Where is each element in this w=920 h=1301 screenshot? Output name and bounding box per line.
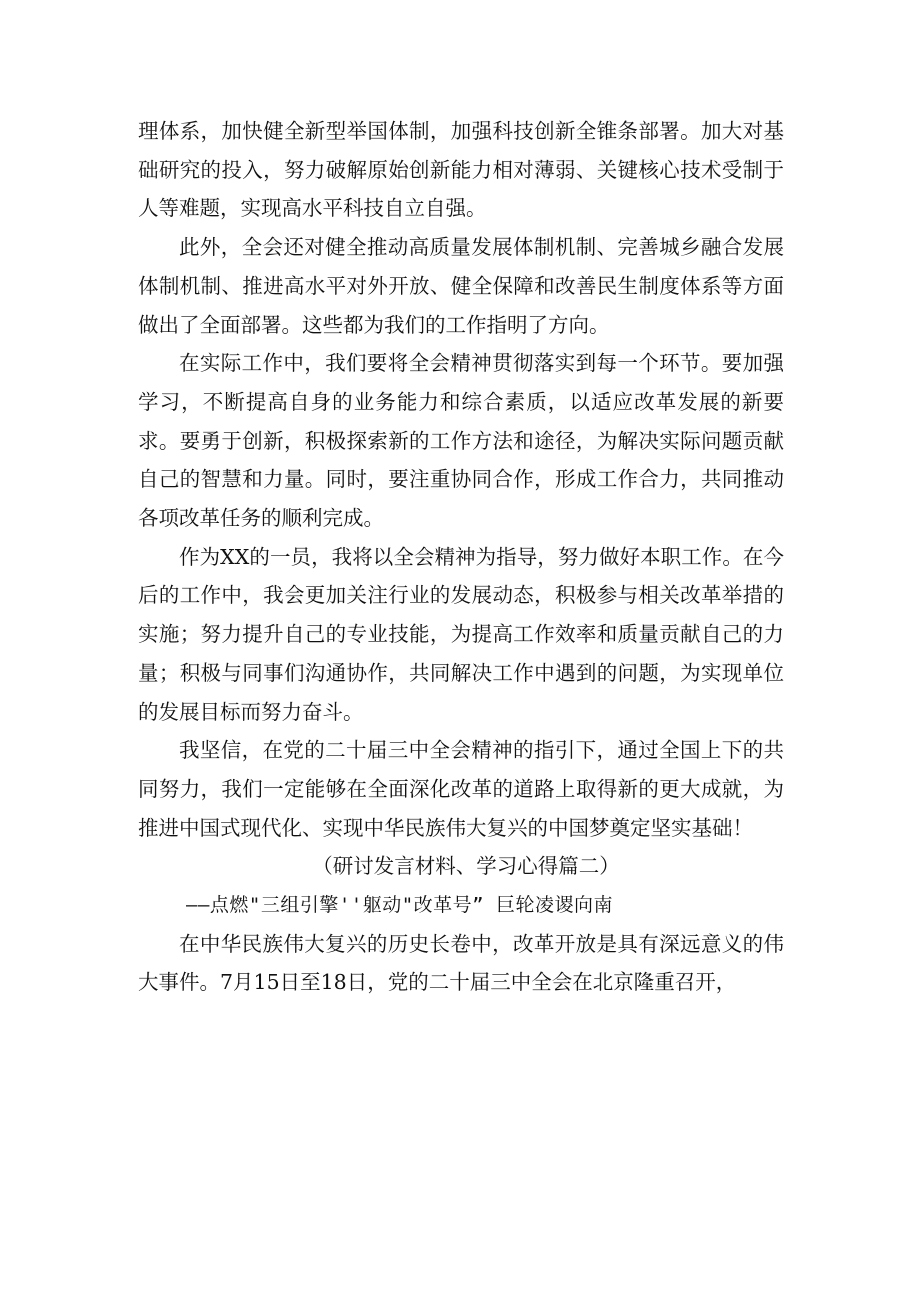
section-subtitle: ——点燃"三组引擎''躯动"改革号” 巨轮凌谡向南: [186, 894, 614, 917]
document-body: [138, 112, 784, 1002]
paragraph-continued: 理体系，加快健全新型举国体制，加强科技创新全锥条部署。加大对基础研究的投入，努力破解原始创新能力相对薄弱、关键核心技术受制于人等难题，实现高水平科技自立自强。: [138, 119, 784, 221]
paragraph-reform-deployment: 此外，全会还对健全推动高质量发展体制机制、完善城乡融合发展体制机制、推进高水平对外开放、健全保障和改善民生制度体系等方面做出了全面部署。这些都为我们的工作指明了方向。: [138, 235, 784, 337]
paragraph-conviction: 我坚信，在党的二十届三中全会精神的指引下，通过全国上下的共同努力，我们一定能够在全面深化改革的道路上取得新的更大成就，为推进中国式现代化、实现中华民族伟大复兴的中国梦奠定坚实基础！: [138, 738, 784, 840]
paragraph-practical-work: 在实际工作中，我们要将全会精神贯彻落实到每一个环节。要加强学习，不断提高自身的业务能力和综合素质，以适应改革发展的新要求。要勇于创新，积极探索新的工作方法和途径，为解决实际问题贡献自己的智慧和力量。同时，要注重协同合作，形成工作合力，共同推动各项改革任务的顺利完成。: [138, 351, 784, 531]
section-heading: （研讨发言材料、学习心得篇二）: [312, 854, 620, 879]
paragraph-personal-commitment: 作为XX的一员，我将以全会精神为指导，努力做好本职工作。在今后的工作中，我会更加关注行业的发展动态，积极参与相关改革举措的实施；努力提升自己的专业技能，为提高工作效率和质量贡献自己的力量；积极与同事们沟通协作，共同解决工作中遇到的问题，为实现单位的发展目标而努力奋斗。: [138, 544, 784, 724]
section-paragraph: 在中华民族伟大复兴的历史长卷中，改革开放是具有深远意义的伟大事件。7月15日至18日，党的二十届三中全会在北京隆重召开，: [138, 931, 784, 995]
